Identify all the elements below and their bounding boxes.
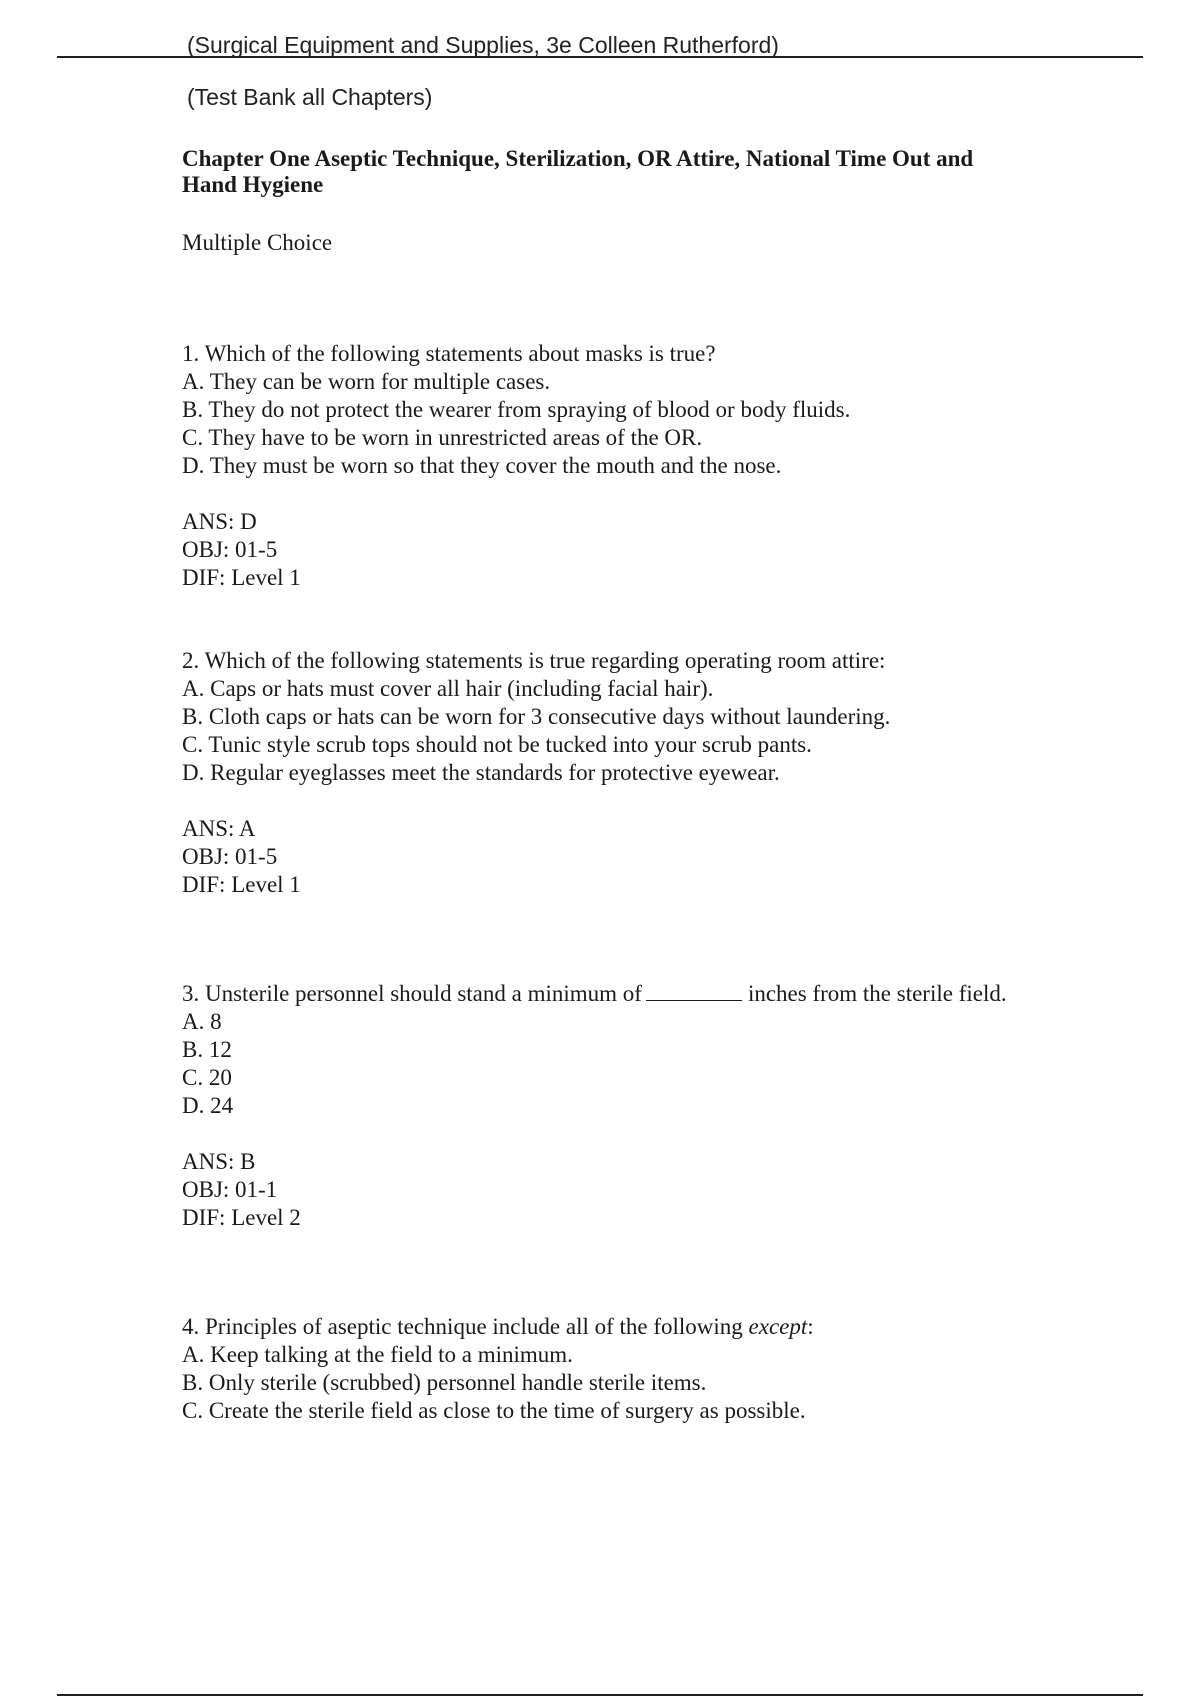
question-stem (182, 980, 1142, 1008)
answer-block (182, 815, 1142, 899)
option-c: C. Create the sterile field as close to the time of surgery as possible. (182, 1398, 806, 1423)
question-1 (182, 340, 1142, 592)
running-header: (Surgical Equipment and Supplies, 3e Colleen Rutherford) (187, 32, 779, 58)
question-4 (182, 1313, 1142, 1425)
difficulty: DIF: Level 1 (182, 872, 301, 897)
answer-block (182, 508, 1142, 592)
objective: OBJ: 01-1 (182, 1177, 278, 1202)
option-a: A. Caps or hats must cover all hair (including facial hair). (182, 676, 714, 701)
option-d: D. They must be worn so that they cover the mouth and the nose. (182, 453, 782, 478)
question-stem (182, 1313, 1142, 1341)
stem-before-blank: 3. Unsterile personnel should stand a minimum of (182, 981, 642, 1006)
difficulty: DIF: Level 2 (182, 1205, 301, 1230)
fill-in-blank (646, 982, 742, 1001)
option-a: A. 8 (182, 1009, 222, 1034)
option-d: D. Regular eyeglasses meet the standards for protective eyewear. (182, 760, 780, 785)
answer-key: ANS: A (182, 816, 256, 841)
stem-emphasis: except (748, 1314, 808, 1339)
footer-rule (57, 1694, 1143, 1696)
question-3 (182, 980, 1142, 1232)
option-a: A. They can be worn for multiple cases. (182, 369, 551, 394)
question-stem: 1. Which of the following statements about masks is true? (182, 341, 716, 366)
answer-key: ANS: D (182, 509, 257, 534)
question-stem: 2. Which of the following statements is true regarding operating room attire: (182, 648, 886, 673)
answer-block (182, 1148, 1142, 1232)
stem-punct: : (807, 1314, 814, 1339)
header-rule (57, 56, 1143, 58)
objective: OBJ: 01-5 (182, 844, 278, 869)
option-c: C. They have to be worn in unrestricted areas of the OR. (182, 425, 703, 450)
section-label: Multiple Choice (182, 230, 333, 255)
option-b: B. Cloth caps or hats can be worn for 3 consecutive days without laundering. (182, 704, 891, 729)
option-a: A. Keep talking at the field to a minimum. (182, 1342, 573, 1367)
option-c: C. 20 (182, 1065, 232, 1090)
chapter-title (182, 146, 1082, 198)
stem-after-blank: inches from the sterile field. (747, 981, 1007, 1006)
answer-key: ANS: B (182, 1149, 256, 1174)
difficulty: DIF: Level 1 (182, 565, 301, 590)
option-b: B. 12 (182, 1037, 232, 1062)
document-subtitle: (Test Bank all Chapters) (187, 84, 433, 110)
question-2 (182, 647, 1142, 899)
chapter-title-line-1: Chapter One Aseptic Technique, Sterilization, OR Attire, National Time Out and (182, 146, 974, 171)
option-c: C. Tunic style scrub tops should not be tucked into your scrub pants. (182, 732, 812, 757)
option-b: B. They do not protect the wearer from spraying of blood or body fluids. (182, 397, 851, 422)
option-d: D. 24 (182, 1093, 234, 1118)
option-b: B. Only sterile (scrubbed) personnel handle sterile items. (182, 1370, 707, 1395)
objective: OBJ: 01-5 (182, 537, 278, 562)
stem-text: 4. Principles of aseptic technique include all of the following (182, 1314, 743, 1339)
chapter-title-line-2: Hand Hygiene (182, 172, 324, 197)
